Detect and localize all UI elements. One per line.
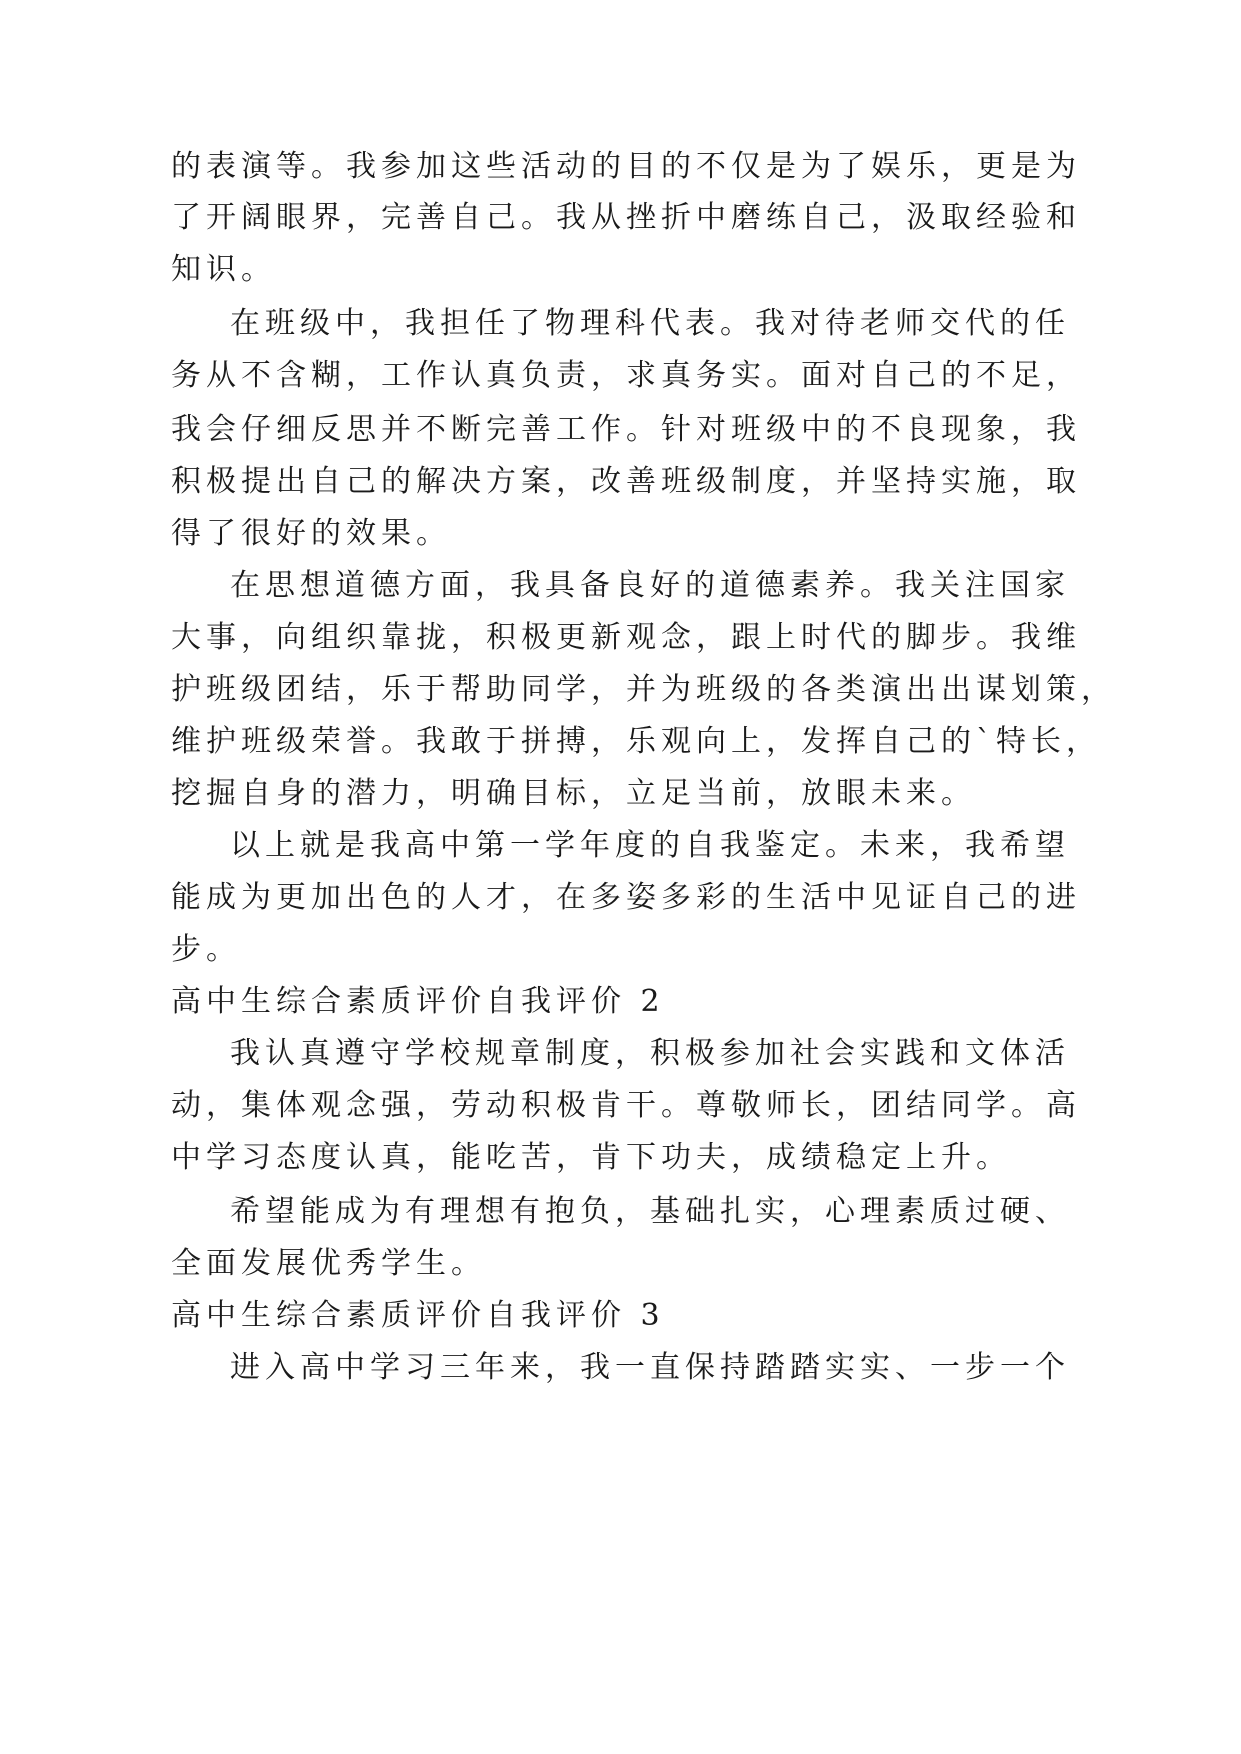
section-heading: 高中生综合素质评价自我评价 2 bbox=[171, 984, 665, 1019]
text-line: 能成为更加出色的人才，在多姿多彩的生活中见证自己的进 bbox=[171, 880, 1081, 915]
text-line: 积极提出自己的解决方案，改善班级制度，并坚持实施，取 bbox=[171, 464, 1081, 499]
text-line: 希望能成为有理想有抱负，基础扎实，心理素质过硬、 bbox=[230, 1194, 1070, 1229]
text-line: 进入高中学习三年来，我一直保持踏踏实实、一步一个 bbox=[230, 1350, 1070, 1385]
text-line: 动，集体观念强，劳动积极肯干。尊敬师长，团结同学。高 bbox=[171, 1088, 1081, 1123]
text-line: 我会仔细反思并不断完善工作。针对班级中的不良现象，我 bbox=[171, 412, 1081, 447]
text-line: 在班级中，我担任了物理科代表。我对待老师交代的任 bbox=[230, 306, 1070, 341]
text-line: 全面发展优秀学生。 bbox=[171, 1246, 486, 1281]
text-line: 以上就是我高中第一学年度的自我鉴定。未来，我希望 bbox=[230, 828, 1070, 863]
text-line: 我认真遵守学校规章制度，积极参加社会实践和文体活 bbox=[230, 1036, 1070, 1071]
text-line: 维护班级荣誉。我敢于拼搏，乐观向上，发挥自己的`特长， bbox=[171, 724, 1101, 759]
text-line: 知识。 bbox=[171, 252, 276, 287]
text-line: 务从不含糊，工作认真负责，求真务实。面对自己的不足， bbox=[171, 358, 1081, 393]
text-line: 步。 bbox=[171, 932, 241, 967]
section-heading: 高中生综合素质评价自我评价 3 bbox=[171, 1298, 665, 1333]
text-line: 护班级团结，乐于帮助同学，并为班级的各类演出出谋划策， bbox=[171, 672, 1116, 707]
text-line: 的表演等。我参加这些活动的目的不仅是为了娱乐，更是为 bbox=[171, 149, 1081, 184]
text-line: 挖掘自身的潜力，明确目标，立足当前，放眼未来。 bbox=[171, 776, 976, 811]
text-line: 中学习态度认真，能吃苦，肯下功夫，成绩稳定上升。 bbox=[171, 1140, 1011, 1175]
text-line: 了开阔眼界，完善自己。我从挫折中磨练自己，汲取经验和 bbox=[171, 200, 1081, 235]
text-line: 大事，向组织靠拢，积极更新观念，跟上时代的脚步。我维 bbox=[171, 620, 1081, 655]
text-line: 在思想道德方面，我具备良好的道德素养。我关注国家 bbox=[230, 568, 1070, 603]
text-line: 得了很好的效果。 bbox=[171, 516, 451, 551]
